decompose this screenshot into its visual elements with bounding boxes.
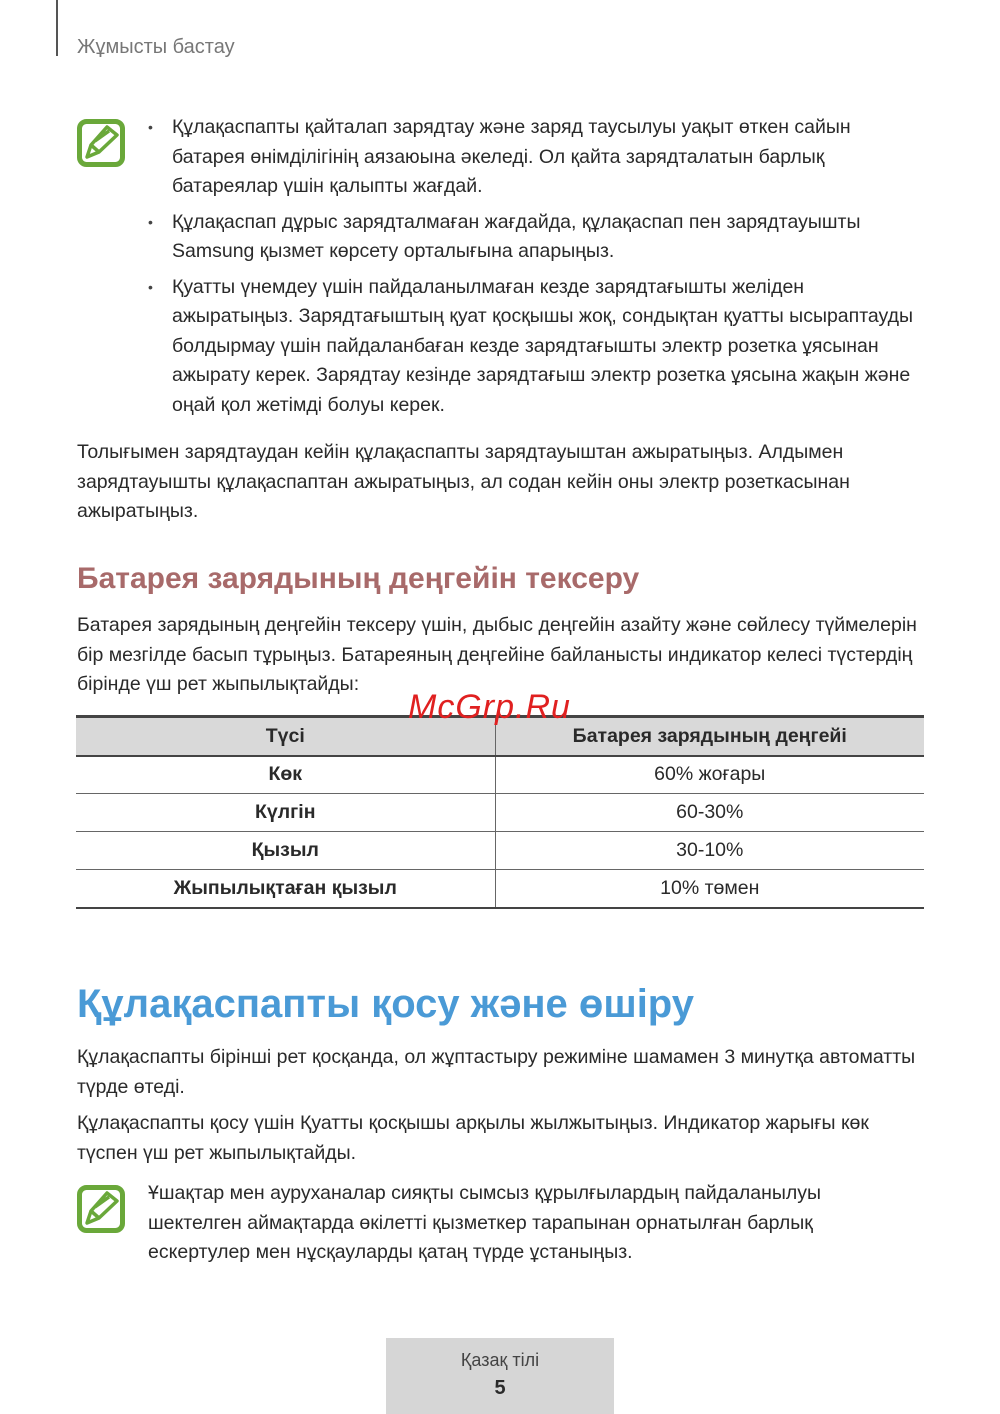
page-number: 5	[494, 1377, 506, 1399]
table-row	[76, 832, 924, 870]
level-cell: 30-10%	[495, 832, 924, 870]
level-cell: 60-30%	[495, 794, 924, 832]
note-list	[148, 113, 918, 426]
paragraph: Құлақаспапты бірінші рет қосқанда, ол жұптастыру режиміне шамамен 3 минутқа автоматты түрде өтеді.	[77, 1046, 916, 1098]
table-row	[76, 870, 924, 908]
column-header: Батарея зарядының деңгейі	[495, 717, 924, 756]
table-row	[76, 756, 924, 794]
header-rule	[56, 0, 58, 56]
watermark: McGrp.Ru	[408, 688, 571, 726]
color-cell: Қызыл	[76, 832, 495, 870]
note-item: • Құлақаспапты қайталап зарядтау және заряд таусылуы уақыт өткен сайын батарея өнімділігінің аязаюына әкеледі. Ол қайта зарядталатын барлық батареялар үшін қалыпты жағдай.	[148, 113, 918, 202]
paragraph: Құлақаспапты қосу үшін Қуатты қосқышы арқылы жылжытыңыз. Индикатор жарығы көк түспен үш рет жыпылықтайды.	[77, 1112, 869, 1164]
note-item: • Құлақаспап дұрыс зарядталмаған жағдайда, құлақаспап пен зарядтауышты Samsung қызмет көрсету орталығына апарыңыз.	[148, 208, 918, 267]
note-pencil-icon	[77, 119, 125, 167]
note-text: Ұшақтар мен ауруханалар сияқты сымсыз құрылғылардың пайдаланылуы шектелген аймақтарда өкілетті қызметкер тарапынан орнатылған барлық ескертулер мен нұсқауларды қатаң түрде ұстаныңыз.	[148, 1182, 822, 1263]
note-item: • Қуатты үнемдеу үшін пайдаланылмаған кезде зарядтағышты желіден ажыратыңыз. Зарядтағыштың қуат қосқышы жоқ, сондықтан қуатты ысырaптауды болдырмау үшін пайдаланбаған кезде зарядтағышты электр розетка ұясынан ажырату керек. Зарядтау кезінде зарядтағыш электр розетка ұясына жақын және оңай қол жетімді болуы керек.	[148, 273, 918, 421]
color-cell: Көк	[76, 756, 495, 794]
page-footer	[386, 1338, 614, 1414]
running-header: Жұмысты бастау	[77, 36, 235, 58]
color-cell: Жыпылықтаған қызыл	[76, 870, 495, 908]
footer-language: Қазақ тілі	[460, 1350, 540, 1370]
column-header: Түсі	[76, 717, 495, 756]
color-cell: Күлгін	[76, 794, 495, 832]
paragraph: Батарея зарядының деңгейін тексеру үшін, дыбыс деңгейін азайту және сөйлесу түймелерін бір мезгілде басып тұрыңыз. Батареяның деңгейіне байланысты индикатор келесі түстердің бірінде үш рет жыпылықтайды:	[77, 614, 917, 695]
level-cell: 60% жоғары	[495, 756, 924, 794]
page-title: Құлақаспапты қосу және өшіру	[77, 982, 694, 1026]
section-heading: Батарея зарядының деңгейін тексеру	[77, 562, 640, 595]
battery-level-table	[76, 715, 924, 909]
paragraph: Толығымен зарядтаудан кейін құлақаспапты зарядтауыштан ажыратыңыз. Алдымен зарядтауышты құлақаспаптан ажыратыңыз, ал содан кейін оны электр розеткасынан ажыратыңыз.	[77, 441, 850, 522]
table-row	[76, 794, 924, 832]
note-pencil-icon	[77, 1185, 125, 1233]
level-cell: 10% төмен	[495, 870, 924, 908]
